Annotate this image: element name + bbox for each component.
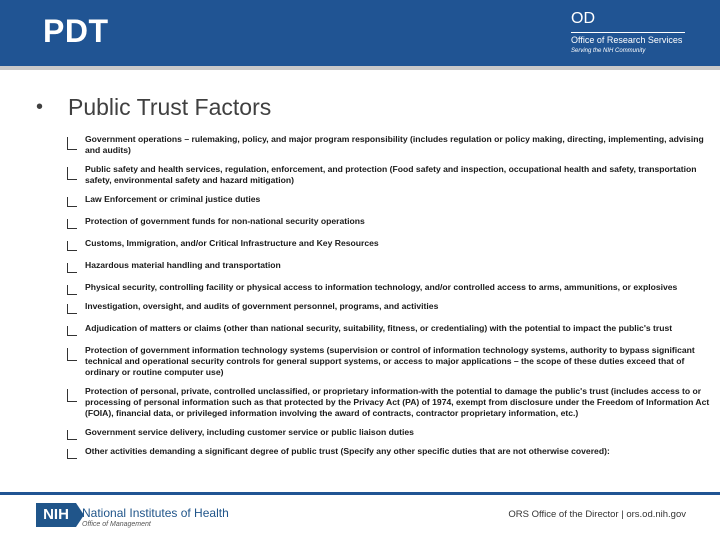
header-divider xyxy=(0,66,720,70)
ors-logo-name: Office of Research Services xyxy=(571,35,683,45)
factor-item xyxy=(66,301,712,312)
factor-checklist xyxy=(66,134,712,465)
factor-label: Investigation, oversight, and audits of government personnel, programs, and activities xyxy=(85,301,439,311)
checkbox[interactable] xyxy=(67,167,77,180)
factor-item xyxy=(66,427,712,438)
factor-item xyxy=(66,260,712,271)
footer-divider xyxy=(0,492,720,495)
factor-label: Customs, Immigration, and/or Critical Infrastructure and Key Resources xyxy=(85,238,379,248)
factor-label: Government operations – rulemaking, policy, and major program responsibility (includes regulation or policy making, directing, implementing, advising and audits) xyxy=(85,134,704,155)
nih-logo xyxy=(36,500,236,532)
checkbox[interactable] xyxy=(67,285,77,295)
header-bar xyxy=(0,0,720,66)
factor-label: Law Enforcement or criminal justice duties xyxy=(85,194,261,204)
factor-item xyxy=(66,323,712,334)
ors-logo xyxy=(571,10,689,56)
factor-item xyxy=(66,386,712,419)
factor-label: Adjudication of matters or claims (other than national security, suitability, fitness, or credentialing) with the potential to impact the public's trust xyxy=(85,323,673,333)
page-title: PDT xyxy=(43,13,109,49)
checkbox[interactable] xyxy=(67,326,77,336)
factor-item xyxy=(66,282,712,293)
factor-item xyxy=(66,446,712,457)
factor-item xyxy=(66,164,712,186)
checkbox[interactable] xyxy=(67,219,77,229)
nih-logo-subtitle: Office of Management xyxy=(82,521,151,528)
checkbox[interactable] xyxy=(67,197,77,207)
factor-label: Government service delivery, including customer service or public liaison duties xyxy=(85,427,414,437)
factor-item xyxy=(66,134,712,156)
factor-label: Hazardous material handling and transportation xyxy=(85,260,281,270)
factor-label: Public safety and health services, regulation, enforcement, and protection (Food safety and inspection, occupational health and safety, transportation safety, environmental safety and hazard mitigation) xyxy=(85,164,697,185)
factor-item xyxy=(66,238,712,249)
checkbox[interactable] xyxy=(67,241,77,251)
factor-item xyxy=(66,194,712,205)
footer-credit: ORS Office of the Director | ors.od.nih.gov xyxy=(508,509,686,520)
ors-logo-rule xyxy=(571,32,685,33)
checkbox[interactable] xyxy=(67,348,77,361)
factor-label: Protection of government information technology systems (supervision or control of information technology systems, authority to bypass significant technical and operational security controls for general support systems, or access to major applications – the scope of these duties exceed that of ordinary or routine computer use) xyxy=(85,345,695,377)
checkbox[interactable] xyxy=(67,263,77,273)
nih-logo-name: National Institutes of Health xyxy=(82,506,229,520)
ors-logo-tagline: Serving the NIH Community xyxy=(571,48,646,54)
factor-label: Protection of personal, private, controlled unclassified, or proprietary information-with the potential to damage the public's trust (includes access to or processing of personal information such as that protected by the Privacy Act (PA) of 1974, exempt from disclosure under the Freedom of Information Act (FOIA), financial data, or privileged information involving the award of contracts, contractor proprietary information, etc.) xyxy=(85,386,710,418)
checkbox[interactable] xyxy=(67,137,77,150)
checkbox[interactable] xyxy=(67,449,77,459)
bullet-icon: • xyxy=(36,96,44,118)
checkbox[interactable] xyxy=(67,304,77,314)
factor-item xyxy=(66,345,712,378)
checkbox[interactable] xyxy=(67,389,77,402)
factor-label: Other activities demanding a significant degree of public trust (Specify any other specific duties that are not otherwise covered): xyxy=(85,446,610,456)
ors-logo-abbrev: OD xyxy=(571,10,595,27)
checkbox[interactable] xyxy=(67,430,77,440)
factor-label: Protection of government funds for non-national security operations xyxy=(85,216,365,226)
section-heading: Public Trust Factors xyxy=(68,94,272,120)
factor-item xyxy=(66,216,712,227)
nih-logo-mark: NIH xyxy=(36,503,76,527)
factor-label: Physical security, controlling facility or physical access to information technology, and/or controlled access to arms, ammunitions, or explosives xyxy=(85,282,678,292)
